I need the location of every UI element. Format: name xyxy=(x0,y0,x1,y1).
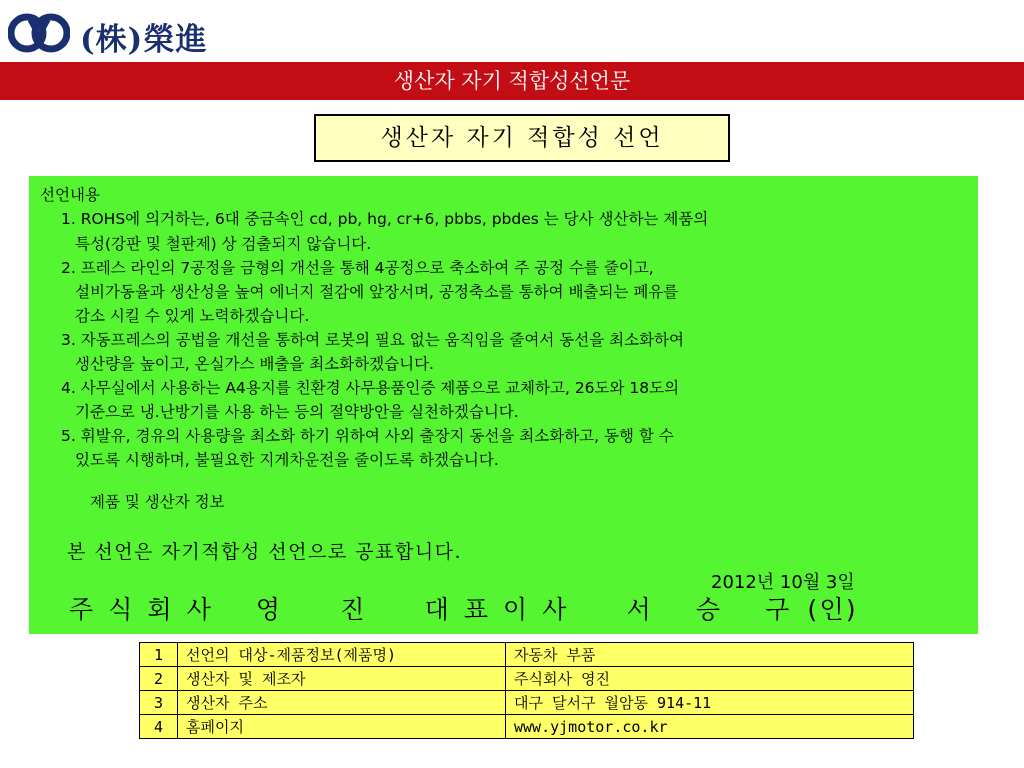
row-value-cell: www.yjmotor.co.kr xyxy=(506,715,914,739)
row-label-cell: 홈페이지 xyxy=(178,715,506,739)
product-info-table-body xyxy=(140,643,914,739)
row-value-cell: 주식회사 영진 xyxy=(506,667,914,691)
document-title-box xyxy=(314,114,730,162)
row-value-cell: 대구 달서구 월암동 914-11 xyxy=(506,691,914,715)
item-1-line-2: 특성(강판 및 철판제) 상 검출되지 않습니다. xyxy=(75,235,372,253)
company-name-logo-text: (株)榮進 xyxy=(80,22,208,58)
declaration-content-panel xyxy=(29,176,978,634)
product-info-table xyxy=(139,642,914,739)
table-row xyxy=(140,643,914,667)
company-signature: 주 식 회 사 영 진 대 표 이 사 서 승 구 (인) xyxy=(69,595,859,624)
section-label: 선언내용 xyxy=(40,186,100,204)
item-2-line-2: 설비가동율과 생산성을 높여 에너지 절감에 앞장서며, 공정축소를 통하여 배출되는 폐유를 xyxy=(75,283,679,301)
item-3-line-1: 3. 자동프레스의 공법을 개선을 통하여 로봇의 필요 없는 움직임을 줄여서 동선을 최소화하여 xyxy=(61,331,684,349)
declaration-statement: 본 선언은 자기적합성 선언으로 공표합니다. xyxy=(67,541,463,563)
item-4-line-1: 4. 사무실에서 사용하는 A4용지를 친환경 사무용품인증 제품으로 교체하고, 26도와 18도의 xyxy=(61,379,680,397)
product-info-label: 제품 및 생산자 정보 xyxy=(90,493,225,511)
row-number-cell: 4 xyxy=(140,715,178,739)
item-4-line-2: 기준으로 냉.난방기를 사용 하는 등의 절약방안을 실천하겠습니다. xyxy=(75,403,519,421)
row-label-cell: 생산자 및 제조자 xyxy=(178,667,506,691)
table-row xyxy=(140,667,914,691)
item-5-line-1: 5. 휘발유, 경유의 사용량을 최소화 하기 위하여 사외 출장지 동선을 최소화하고, 동행 할 수 xyxy=(61,427,674,445)
company-logo-icon xyxy=(8,12,70,54)
document-title: 생산자 자기 적합성 선언 xyxy=(380,125,664,151)
item-5-line-2: 있도록 시행하며, 불필요한 지게차운전을 줄이도록 하겠습니다. xyxy=(75,451,499,469)
row-label-cell: 생산자 주소 xyxy=(178,691,506,715)
banner-title: 생산자 자기 적합성선언문 xyxy=(393,69,631,93)
declaration-date: 2012년 10월 3일 xyxy=(711,572,855,593)
item-3-line-2: 생산량을 높이고, 온실가스 배출을 최소화하겠습니다. xyxy=(75,355,434,373)
row-number-cell: 3 xyxy=(140,691,178,715)
row-label-cell: 선언의 대상-제품정보(제품명) xyxy=(178,643,506,667)
row-number-cell: 1 xyxy=(140,643,178,667)
table-row xyxy=(140,691,914,715)
table-row xyxy=(140,715,914,739)
page-banner xyxy=(0,62,1024,100)
row-number-cell: 2 xyxy=(140,667,178,691)
item-1-line-1: 1. ROHS에 의거하는, 6대 중금속인 cd, pb, hg, cr+6, pbbs, pbdes 는 당사 생산하는 제품의 xyxy=(61,210,709,228)
item-2-line-3: 감소 시킬 수 있게 노력하겠습니다. xyxy=(75,307,310,325)
item-2-line-1: 2. 프레스 라인의 7공정을 금형의 개선을 통해 4공정으로 축소하여 주 공정 수를 줄이고, xyxy=(61,259,654,277)
row-value-cell: 자동차 부품 xyxy=(506,643,914,667)
company-logo xyxy=(8,10,238,56)
